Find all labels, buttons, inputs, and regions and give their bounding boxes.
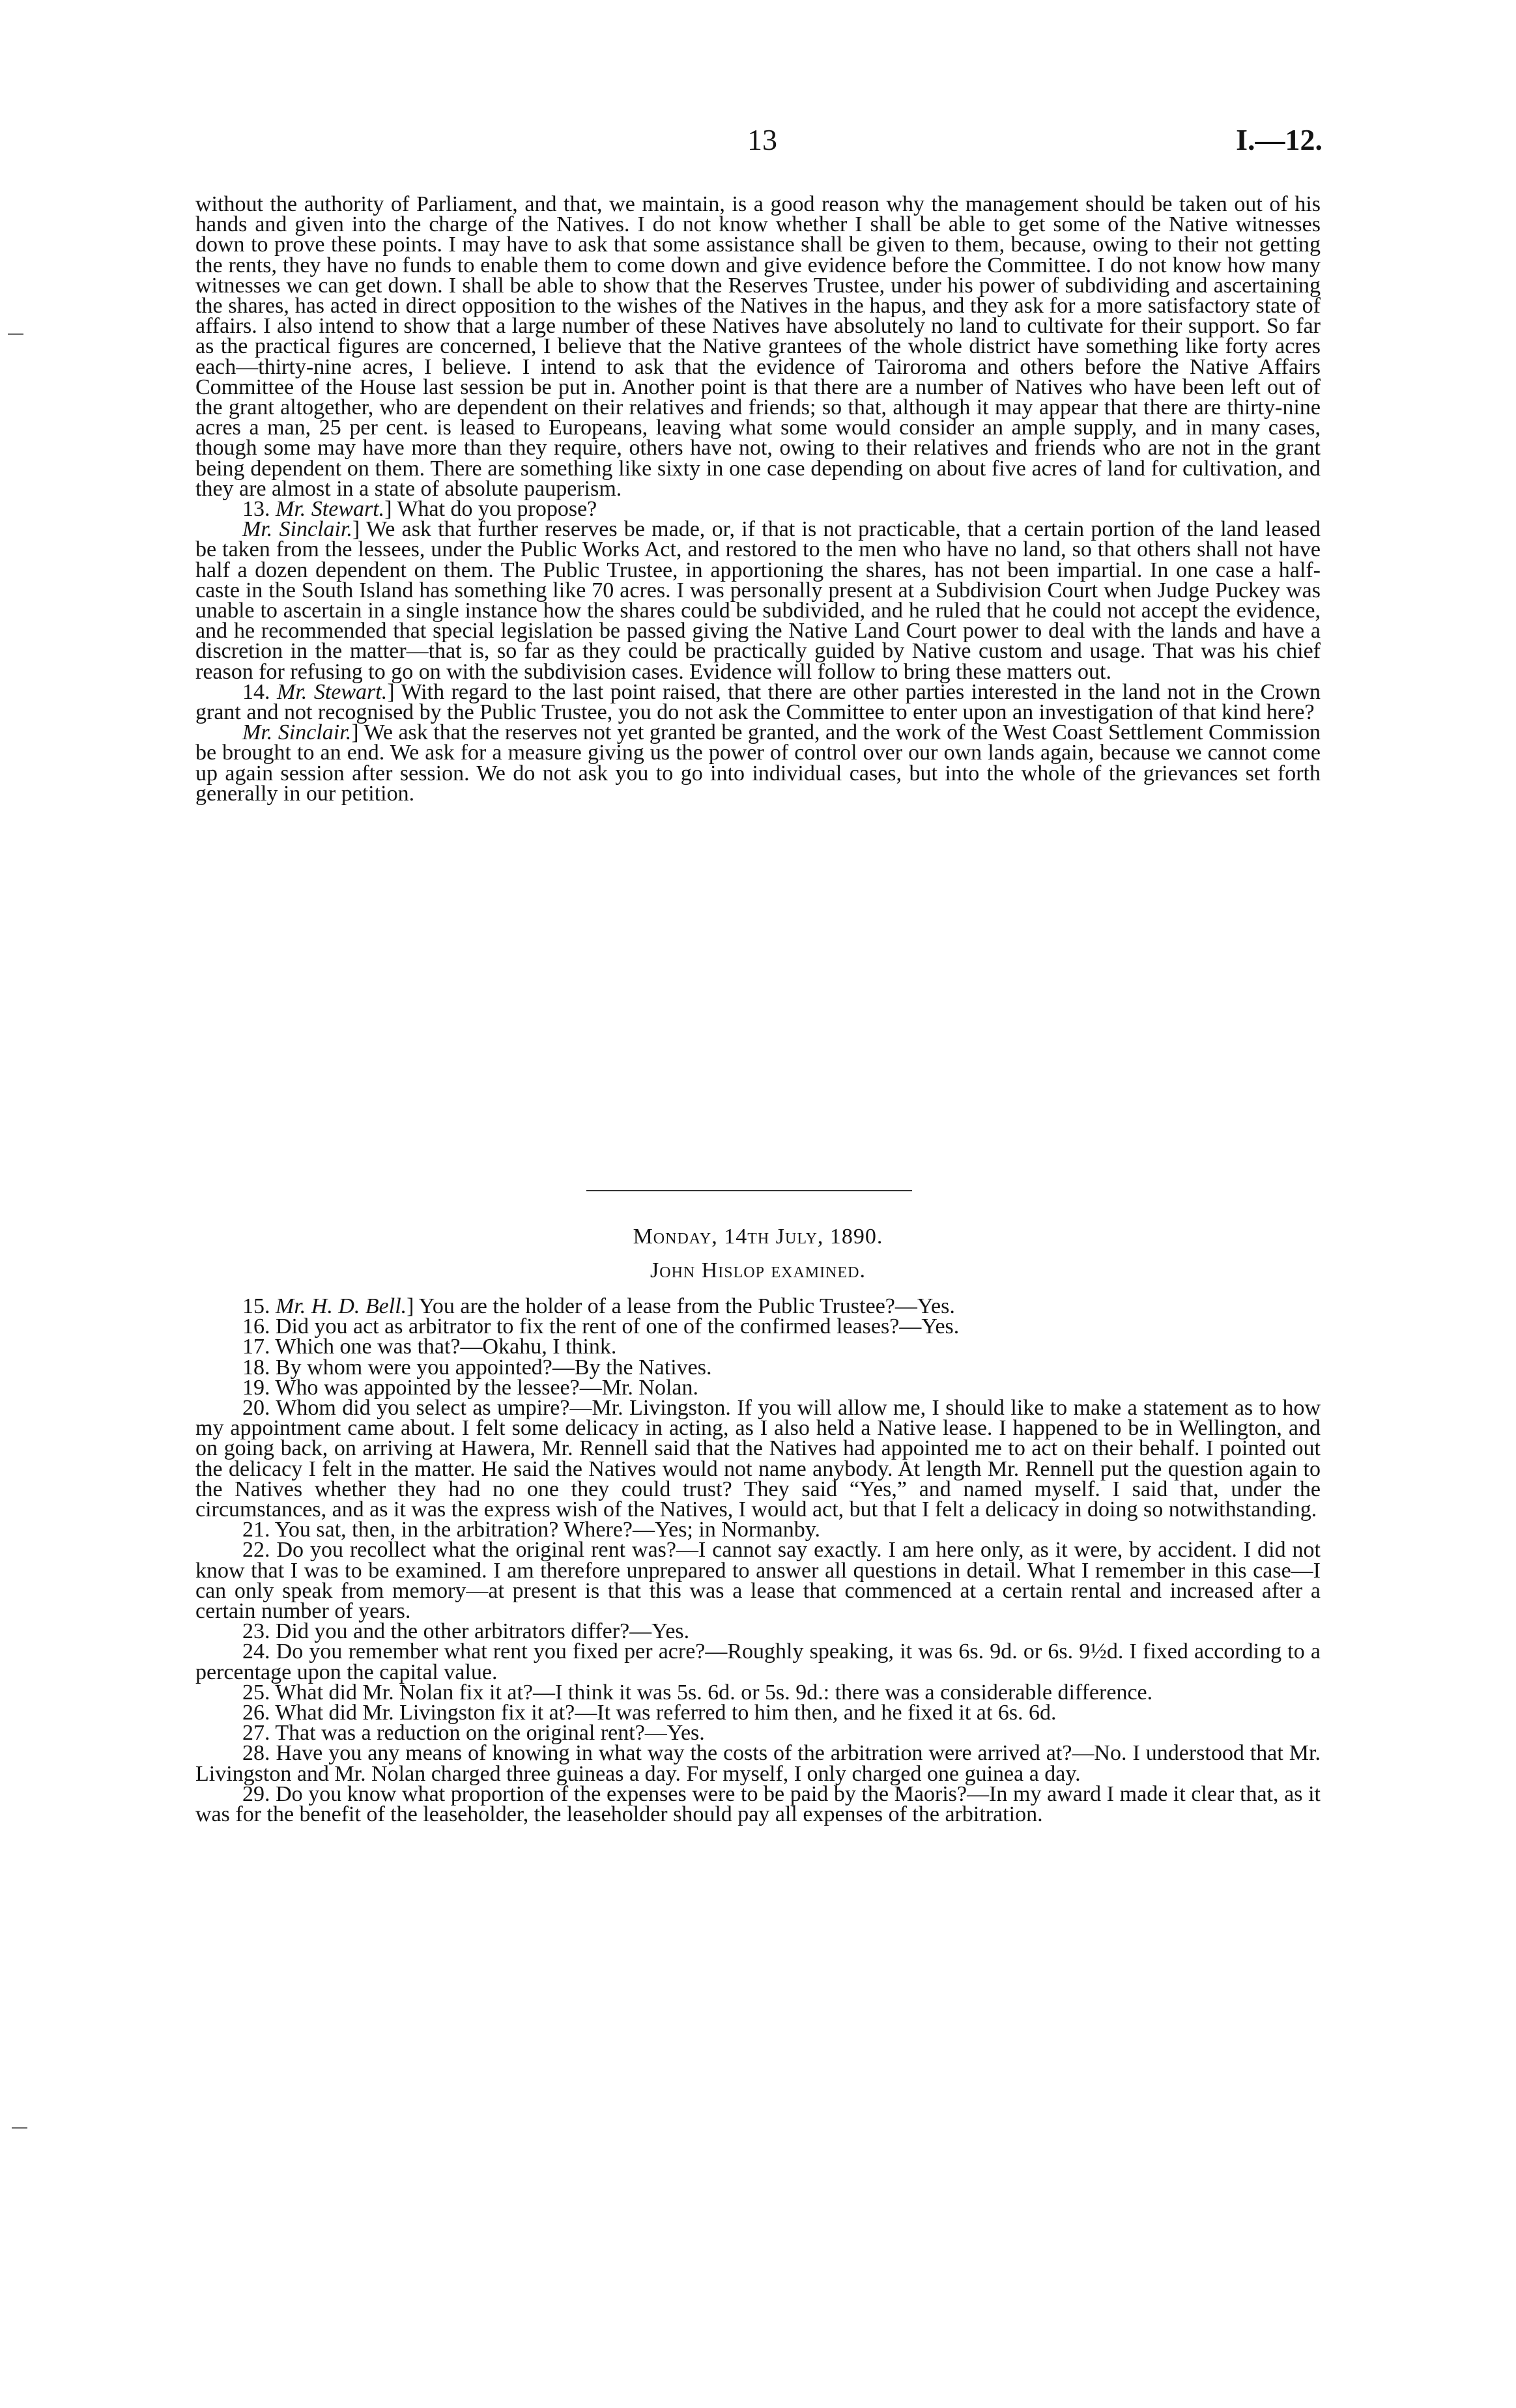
- document-reference: I.—12.: [1236, 123, 1323, 156]
- speaker-name: Mr. H. D. Bell.: [276, 1294, 407, 1318]
- question-14: 14. Mr. Stewart.] With regard to the last point raised, that there are other parties interested in the land not in the Crown grant and not recognised by the Public Trustee, you do not ask the Committee to enter upon an investigation of that kind here?: [195, 679, 1321, 725]
- hislop-examination: [195, 1294, 1321, 1827]
- question-25: 25. What did Mr. Nolan fix it at?—I think it was 5s. 6d. or 5s. 9d.: there was a considerable difference.: [242, 1680, 1153, 1705]
- question-17: 17. Which one was that?—Okahu, I think.: [242, 1335, 617, 1359]
- speaker-name: Mr. Stewart.: [276, 497, 385, 522]
- question-20: 20. Whom did you select as umpire?—Mr. Livingston. If you will allow me, I should like to make a statement as to how my appointment came about. I felt some delicacy in acting, as I also held a Native lease. I happened to be in Wellington, and on going back, on arriving at Hawera, Mr. Rennell said that the Natives had appointed me to act on their behalf. I pointed out the delicacy I felt in the matter. He said the Natives would not name anybody. At length Mr. Rennell put the question again to the Natives whether they had no one they could trust? They said “Yes,” and named myself. I said that, under the circumstances, and as it was the express wish of the Natives, I would act, but that I felt a delicacy in doing so notwithstanding.: [195, 1396, 1321, 1522]
- question-18: 18. By whom were you appointed?—By the Natives.: [242, 1355, 712, 1380]
- answer-14: Mr. Sinclair.] We ask that the reserves not yet granted be granted, and the work of the West Coast Settlement Commission be brought to an end. We ask for a measure giving us the power of control over our own lands again, because we cannot come up again session after session. We do not ask you to go into individual cases, but into the whole of the grievances set forth generally in our petition.: [195, 720, 1321, 806]
- opening-paragraph: without the authority of Parliament, and that, we maintain, is a good reason why the management should be taken out of his hands and given into the charge of the Natives. I do not know whether I shall be able to get some of the Native witnesses down to prove these points. I may have to ask that some assistance shall be given to them, because, owing to their not getting the rents, they have no funds to enable them to come down and give evidence before the Committee. I do not know how many witnesses we can get down. I shall be able to show that the Reserves Trustee, under his power of subdividing and ascertaining the shares, has acted in direct opposition to the wishes of the Natives in the hapus, and they ask for a more satisfactory state of affairs. I also intend to show that a large number of these Natives have absolutely no land to cultivate for their support. So far as the practical figures are concerned, I believe that the Native grantees of the whole district have something like forty acres each—thirty-nine acres, I believe. I intend to ask that the evidence of Tairoroma and others before the Native Affairs Committee of the House last session be put in. Another point is that there are a number of Natives who have been left out of the grant altogether, who are dependent on their relatives and friends; so that, although it may appear that there are thirty-nine acres a man, 25 per cent. is leased to Europeans, leaving what some would consider an ample supply, and in many cases, though some may have more than they require, others have not, owing to their relatives and friends who are not in the grant being dependent on them. There are something like sixty in one case depending on about five acres of land for cultivation, and they are almost in a state of absolute pauperism.: [195, 192, 1321, 501]
- speaker-name: Mr. Stewart.: [277, 679, 388, 704]
- question-29: 29. Do you know what proportion of the expenses were to be paid by the Maoris?—In my award I made it clear that, as it was for the benefit of the leaseholder, the leaseholder should pay all expenses of the arbitration.: [195, 1781, 1321, 1827]
- section-divider: [586, 1190, 912, 1191]
- question-27: 27. That was a reduction on the original rent?—Yes.: [242, 1721, 705, 1746]
- question-22: 22. Do you recollect what the original rent was?—I cannot say exactly. I am here only, as it were, by accident. I did not know that I was to be examined. I am therefore unprepared to answer all questions in detail. What I remember in this case—I can only speak from memory—at present is that this was a lease that commenced at a certain rental and increased after a certain number of years.: [195, 1538, 1321, 1624]
- margin-mark: [8, 333, 23, 335]
- question-21: 21. You sat, then, in the arbitration? Where?—Yes; in Normanby.: [242, 1518, 821, 1542]
- petition-testimony: [195, 194, 1321, 804]
- section-date: Monday, 14th July, 1890.: [633, 1225, 883, 1249]
- question-24: 24. Do you remember what rent you fixed per acre?—Roughly speaking, it was 6s. 9d. or 6s. 9½d. I fixed according to a percentage upon the capital value.: [195, 1639, 1321, 1684]
- question-23: 23. Did you and the other arbitrators differ?—Yes.: [242, 1619, 690, 1644]
- witness-heading: John Hislop examined.: [650, 1258, 866, 1282]
- question-28: 28. Have you any means of knowing in what way the costs of the arbitration were arrived at?—No. I understood that Mr. Livingston and Mr. Nolan charged three guineas a day. For myself, I only charged one guinea a day.: [195, 1741, 1321, 1786]
- question-26: 26. What did Mr. Livingston fix it at?—It was referred to him then, and he fixed it at 6s. 6d.: [242, 1701, 1057, 1725]
- answer-13: Mr. Sinclair.] We ask that further reserves be made, or, if that is not practicable, that a certain portion of the land leased be taken from the lessees, under the Public Works Act, and restored to the men who have no land, so that others shall not have half a dozen dependent on them. The Public Trustee, in apportioning the shares, has not been impartial. In one case a half-caste in the South Island has something like 70 acres. I was personally present at a Subdivision Court when Judge Puckey was unable to ascertain in a single instance how the shares could be subdivided, and he ruled that he could not accept the evidence, and he recommended that special legislation be passed giving the Native Land Court power to deal with the lands and have a discretion in the matter—that is, so far as they could be practically guided by Native custom and usage. That was his chief reason for refusing to go on with the subdivision cases. Evidence will follow to bring these matters out.: [195, 517, 1321, 684]
- question-19: 19. Who was appointed by the lessee?—Mr. Nolan.: [242, 1375, 699, 1400]
- margin-mark: [12, 2127, 27, 2129]
- question-13: 13. Mr. Stewart.] What do you propose?: [242, 497, 597, 522]
- page-header: [0, 122, 1516, 162]
- speaker-name: Mr. Sinclair.: [242, 720, 352, 745]
- speaker-name: Mr. Sinclair.: [242, 517, 352, 542]
- question-15: 15. Mr. H. D. Bell.] You are the holder of a lease from the Public Trustee?—Yes.: [242, 1294, 955, 1318]
- question-16: 16. Did you act as arbitrator to fix the rent of one of the confirmed leases?—Yes.: [242, 1314, 960, 1339]
- page-number: 13: [747, 123, 777, 156]
